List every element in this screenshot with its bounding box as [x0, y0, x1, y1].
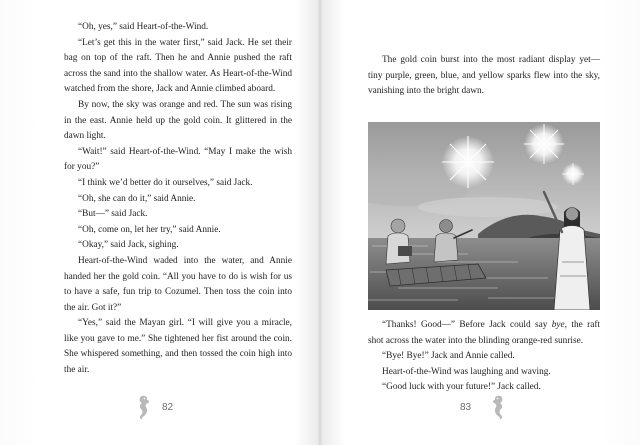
paragraph: “Bye! Bye!” Jack and Annie called.: [382, 351, 515, 362]
paragraph: “Okay,” said Jack, sighing.: [78, 240, 179, 251]
paragraph: By now, the sky was orange and red. The sun was rising in the east. Annie held up the gold coin. It glittered in the dawn light.: [64, 99, 292, 142]
illustration-drawing: [368, 122, 600, 310]
left-folio: [130, 392, 210, 422]
paragraph: “Good luck with your future!” Jack called.: [382, 382, 541, 393]
firework-2: [524, 124, 564, 164]
firework-3: [562, 163, 584, 185]
text-run: “Thanks! Good—” Before Jack could say: [382, 320, 552, 330]
page-number: 82: [162, 402, 174, 413]
seahorse-icon: [136, 394, 152, 420]
text-run: , the raft shot across the water into the blinding orange-red sunrise.: [368, 320, 600, 346]
paragraph: “Let’s get this in the water first,” said Jack. He set their bag on top of the raft. Then he and Annie pushed the raft across the sand into the shallow water. As Heart-of-the-Wind watched from the shore, Jack and Annie climbed aboard.: [64, 37, 292, 95]
paragraph: “Yes,” said the Mayan girl. “I will give you a miracle, like you gave to me.” She tightened her fist around the coin. She whispered something, and then tossed the coin high into the air.: [64, 318, 292, 376]
right-folio: [446, 392, 526, 422]
paragraph: “Wait!” said Heart-of-the-Wind. “May I make the wish for you?”: [64, 146, 292, 173]
paragraph: The gold coin burst into the most radiant display yet—tiny purple, green, blue, and yellow sparks flew into the sky, vanishing into the bright dawn.: [368, 55, 600, 97]
paragraph: “But—” said Jack.: [78, 209, 148, 220]
left-page-text: [64, 20, 292, 379]
page-number: 83: [460, 402, 472, 413]
paragraph: “Oh, she can do it,” said Annie.: [78, 193, 196, 204]
paragraph: [368, 318, 600, 349]
right-page: [320, 0, 640, 445]
paragraph: “I think we’d better do it ourselves,” said Jack.: [78, 177, 253, 188]
paragraph: Heart-of-the-Wind waded into the water, and Annie handed her the gold coin. “All you have to do is wish for us to have a safe, fun trip to Cozumel. Then toss the coin into the air. Got it?”: [64, 255, 292, 313]
right-page-top-text: [368, 53, 600, 100]
seahorse-icon: [490, 394, 506, 420]
emphasized-word: bye: [551, 320, 565, 330]
right-page-bottom-text: [368, 318, 600, 396]
paragraph: Heart-of-the-Wind was laughing and waving.: [382, 366, 551, 377]
paragraph: “Oh, come on, let her try,” said Annie.: [78, 224, 221, 235]
illustration: [368, 122, 600, 310]
paragraph: “Oh, yes,” said Heart-of-the-Wind.: [78, 22, 209, 32]
firework-1: [442, 136, 494, 188]
